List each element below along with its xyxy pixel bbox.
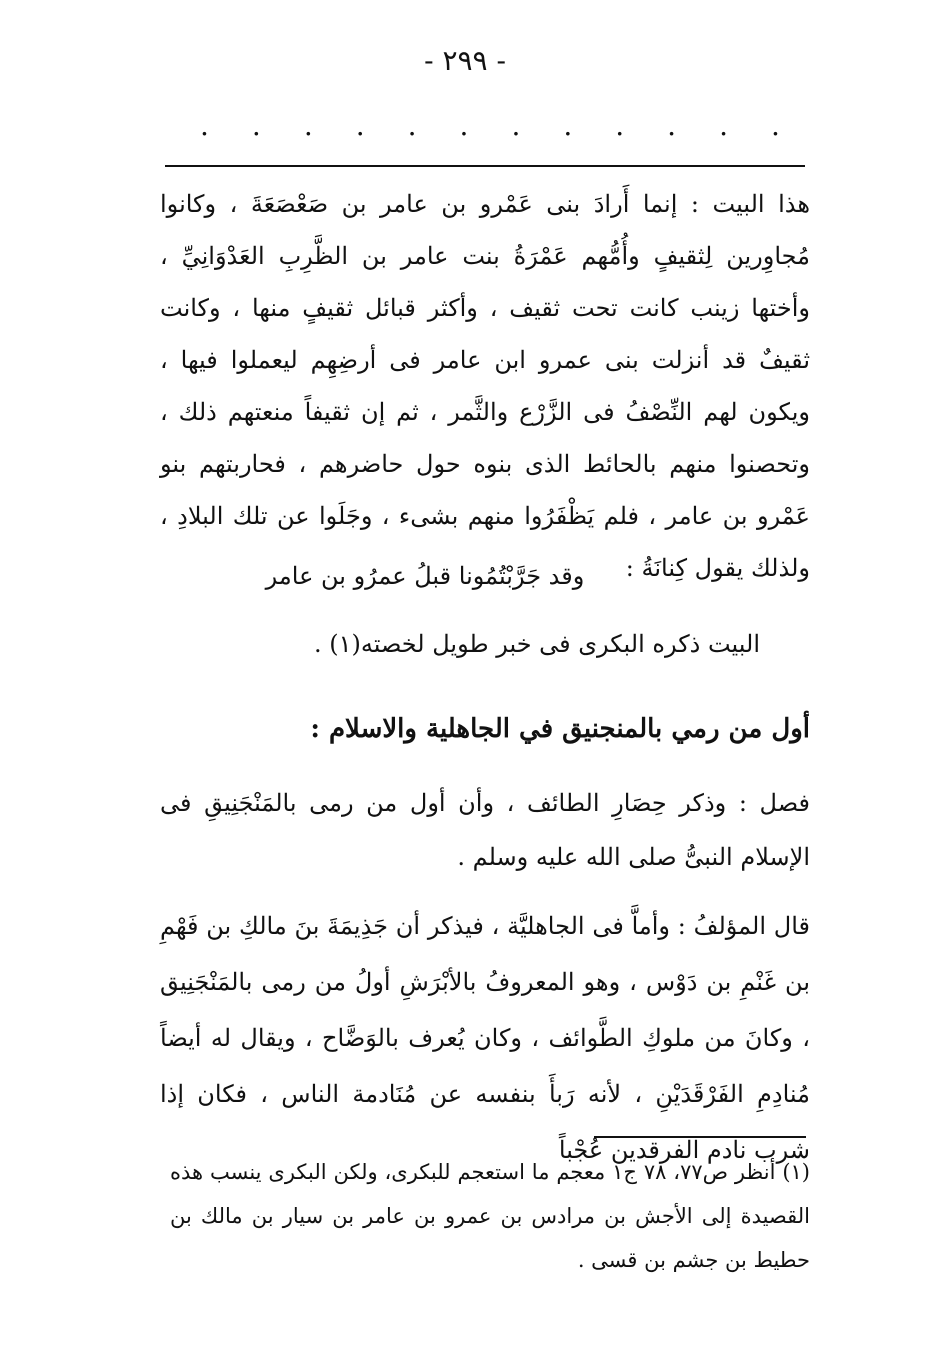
footnote	[170, 1150, 810, 1282]
ornamental-dots	[200, 109, 780, 142]
dot: .	[667, 109, 677, 142]
footnote-divider	[594, 1136, 806, 1138]
dot: .	[770, 109, 780, 142]
dot: .	[355, 109, 365, 142]
paragraph-chapter	[160, 776, 810, 884]
top-divider	[165, 165, 805, 167]
paragraph-commentary	[160, 178, 810, 594]
paragraph-text: فصل : وذكر حِصَارِ الطائف ، وأن أول من رمى بالمَنْجَنِيقِ فى الإسلام النبىُّ صلى الله عليه وسلم .	[160, 789, 810, 871]
paragraph-text: هذا البيت : إنما أَرادَ بنى عَمْرو بن عامر بن صَعْصَعَةَ ، وكانوا مُجاوِرين لِثقيفٍ وأُمُّهم عَمْرَةُ بنت عامر بن الظَّرِبِ العَدْوَانِيِّ ، وأختها زينب كانت تحت ثقيف ، وأكثر قبائل ثقيفٍ منها ، وكانت ثقيفٌ قد أنزلت بنى عمرو ابن عامر فى أرضِهِم ليعملوا فيها ، ويكون لهم النِّصْفُ فى الزَّرْع والثَّمر ، ثم إن ثقيفاً منعتهم ذلك ، وتحصنوا منهم بالحائط الذى بنوه حول حاضرهم ، فحاربتهم بنو عَمْرو بن عامر ، فلم يَظْفَرُوا منهم بشىء ، وجَلَوا عن تلك البلادِ ، ولذلك يقول كِنانَةُ :	[160, 190, 811, 582]
dot: .	[459, 109, 469, 142]
dot: .	[563, 109, 573, 142]
dot: .	[719, 109, 728, 142]
dot: .	[407, 109, 417, 142]
poem-verse: وقد جَرَّبْتُمُونا قبلُ عمرُو بن عامر	[265, 562, 585, 590]
dot: .	[303, 109, 313, 142]
footnote-text: (١) أنظر ص٧٧، ٧٨ ج١ معجم ما استعجم للبكرى، ولكن البكرى ينسب هذه القصيدة إلى الأجش بن مرادس بن عمرو بن عامر بن سيار بن مالك بن حطيط بن جشم بن قسى .	[170, 1160, 810, 1272]
dot: .	[251, 109, 261, 142]
page-number: - ٢٩٩ -	[424, 44, 506, 77]
paragraph-text: قال المؤلفُ : وأماَّ فى الجاهليَّة ، فيذكر أن جَذِيمَةَ بنَ مالكِ بن فَهْمِ بن غَنْمِ بن دَوْس ، وهو المعروفُ بالأبْرَشِ أولُ من رمى بالمَنْجَنِيق ، وكانَ من ملوكِ الطَّوائف ، وكان يُعرف بالوَضَّاح ، ويقال له أيضاً مُنادِمِ الفَرْقَدَيْنِ ، لأنه رَبأَ بنفسه عن مُنَادمة الناس ، فكان إذا شرب نادم الفرقدين عُجْباً	[160, 912, 810, 1164]
section-heading: أول من رمي بالمنجنيق في الجاهلية والاسلام :	[310, 714, 810, 744]
dot: .	[200, 109, 209, 142]
dot: .	[511, 109, 521, 142]
verse-note: البيت ذكره البكرى فى خبر طويل لخصته(١) .	[314, 630, 760, 658]
dot: .	[615, 109, 625, 142]
